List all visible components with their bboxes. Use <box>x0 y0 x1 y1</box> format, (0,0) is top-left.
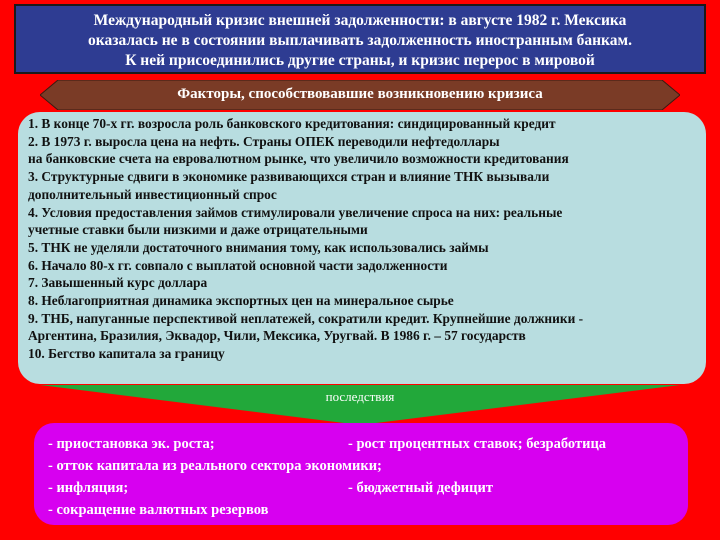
factor-line: 9. ТНБ, напуганные перспективой неплатежей, сократили кредит. Крупнейшие должники - <box>28 310 584 326</box>
consequence-right: - бюджетный дефицит <box>348 480 493 496</box>
factor-line: 5. ТНК не уделяли достаточного внимания тому, как использовались займы <box>28 239 489 255</box>
factor-line: учетные ставки были низкими и даже отрицательными <box>28 222 368 238</box>
factors-heading: Факторы, способствовавшие возникновению кризиса <box>177 86 543 102</box>
consequence-left: - приостановка эк. роста; <box>48 436 215 452</box>
consequence-left: - инфляция; <box>48 480 129 496</box>
consequence-row <box>48 477 688 499</box>
factor-line: 6. Начало 80-х гг. совпало с выплатой основной части задолженности <box>28 257 448 273</box>
factor-line: дополнительный инвестиционный спрос <box>28 186 277 202</box>
factor-line: на банковские счета на евровалютном рынке, что увеличило возможности кредитования <box>28 151 569 167</box>
title-line: оказалась не в состоянии выплачивать задолженность иностранным банкам. <box>88 32 632 49</box>
consequences-arrow <box>40 385 680 425</box>
consequences-heading: последствия <box>325 389 395 404</box>
consequence-left: - отток капитала из реального сектора экономики; <box>48 458 382 474</box>
consequence-right: - рост процентных ставок; безработица <box>348 436 607 452</box>
factor-line: 7. Завышенный курс доллара <box>28 275 208 291</box>
consequence-row <box>48 499 688 521</box>
factors-box <box>18 112 706 384</box>
factor-line: 3. Структурные сдвиги в экономике развивающихся стран и влияние ТНК вызывали <box>28 169 550 185</box>
consequence-row <box>48 455 688 477</box>
consequence-left: - сокращение валютных резервов <box>48 502 269 518</box>
factor-line: 4. Условия предоставления займов стимулировали увеличение спроса на них: реальные <box>28 204 563 220</box>
factor-line: Аргентина, Бразилия, Эквадор, Чили, Мексика, Уругвай. В 1986 г. – 57 государств <box>28 328 526 344</box>
factor-line: 8. Неблагоприятная динамика экспортных цен на минеральное сырье <box>28 293 454 309</box>
factors-heading-bar <box>40 80 680 110</box>
consequences-box <box>34 423 688 525</box>
factor-line: 10. Бегство капитала за границу <box>28 346 225 362</box>
title-box <box>14 4 706 74</box>
factor-line: 2. В 1973 г. выросла цена на нефть. Страны ОПЕК переводили нефтедоллары <box>28 133 500 149</box>
consequence-row <box>48 433 688 455</box>
factor-line: 1. В конце 70-х гг. возросла роль банковского кредитования: синдицированный кредит <box>28 116 556 131</box>
title-line: Международный кризис внешней задолженности: в августе 1982 г. Мексика <box>93 12 627 29</box>
title-line: К ней присоединились другие страны, и кризис перерос в мировой <box>125 52 595 69</box>
